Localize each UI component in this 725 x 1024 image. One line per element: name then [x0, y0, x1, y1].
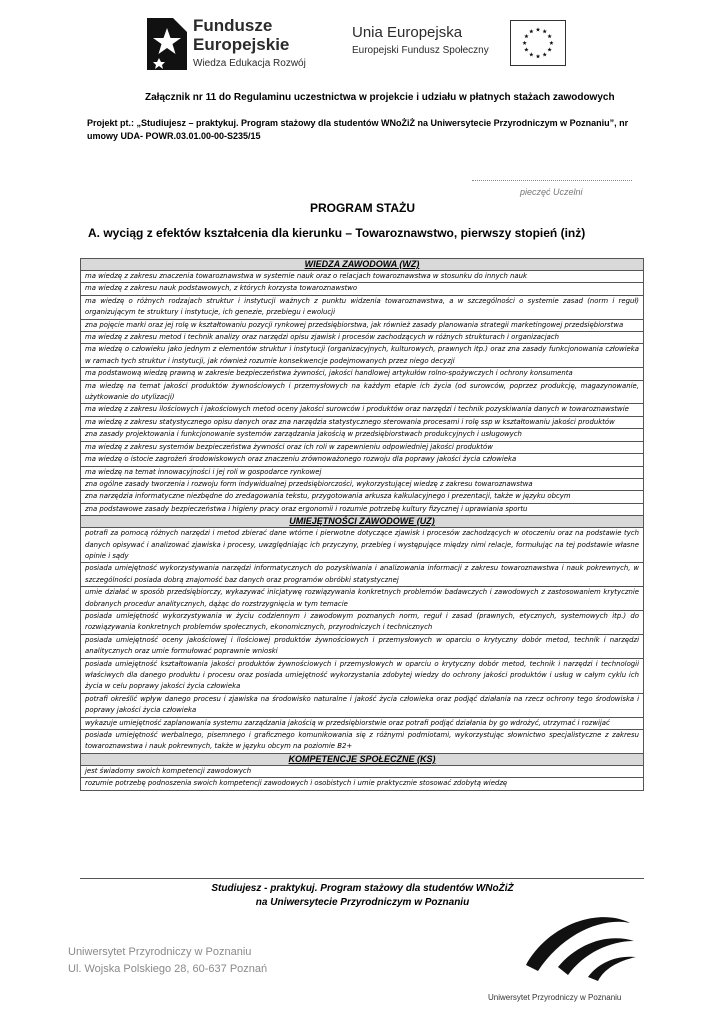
eu-star-icon — [547, 34, 551, 38]
outcome-text: ma wiedzę o istocie zagrożeń środowiskowych oraz znaczeniu zrównoważonego rozwoju dla poprawy jakości życia człowieka — [81, 454, 644, 466]
outcome-text: ma wiedzę z zakresu nauk podstawowych, z których korzysta towaroznawstwo — [81, 283, 644, 295]
outcome-text: zna zasady projektowania i funkcjonowanie systemów zarządzania jakością w przedsiębiorstwach produkcyjnych i usługowych — [81, 429, 644, 441]
outcome-text: posiada umiejętność oceny jakościowej i ilościowej produktów żywnościowych i przemysłowych w oparciu o krytyczny dobór metod, technik i narzędzi analitycznych oraz umie formułować poprawnie wnioski — [81, 634, 644, 658]
university-address — [68, 944, 267, 978]
outcome-text: ma wiedzę z zakresu metod i technik analizy oraz narzędzi opisu zjawisk i procesów zachodzących w różnych strukturach i organizacjach — [81, 332, 644, 344]
table-row — [81, 778, 644, 790]
project-info: Projekt pt.: „Studiujesz – praktykuj. Program stażowy dla studentów WNoŻiŻ na Uniwersytecie Przyrodniczym w Poznaniu”, nr umowy UDA- POWR.03.01.00-00-S235/15 — [87, 118, 629, 141]
table-row — [81, 717, 644, 729]
up-logo-label: Uniwersytet Przyrodniczy w Poznaniu — [488, 993, 622, 1002]
ue-logo-line1: Unia Europejska — [352, 24, 463, 41]
eu-star-icon — [536, 54, 540, 58]
table-row — [81, 454, 644, 466]
table-row — [81, 441, 644, 453]
outcome-text: wykazuje umiejętność zaplanowania systemu zarządzania jakością w przedsiębiorstwie oraz potrafi podjąć działania by go wdrożyć, utrzymać i rozwijać — [81, 717, 644, 729]
outcome-text: ma wiedzę z zakresu statystycznego opisu danych oraz zna narzędzia statystycznego sterowania procesami i rolę ssp w kształtowaniu jakości produktów — [81, 416, 644, 428]
eu-star-icon — [547, 47, 551, 51]
section-title: KOMPETENCJE SPOŁECZNE (KS) — [81, 753, 644, 765]
program-title: PROGRAM STAŻU — [309, 201, 416, 215]
outcome-text: ma podstawową wiedzę prawną w zakresie bezpieczeństwa żywności, jakości handlowej artykułów rolno-spożywczych i ochrony konsumenta — [81, 368, 644, 380]
stamp-line — [472, 180, 632, 181]
eu-star-icon — [536, 27, 540, 31]
eu-flag-icon — [510, 20, 566, 66]
outcome-text: zna ogólne zasady tworzenia i rozwoju form indywidualnej przedsiębiorczości, wykorzystującej wiedzę z zakresu towaroznawstwa — [81, 478, 644, 490]
section-header-row — [81, 259, 644, 271]
outcome-text: zna pojęcie marki oraz jej rolę w kształtowaniu pozycji rynkowej przedsiębiorstwa, jak również zasady planowania strategii marketingowej przedsiębiorstwa — [81, 319, 644, 331]
outcome-text: posiada umiejętność wykorzystywania w życiu codziennym i zawodowym poznanych norm, reguł i zasad (prawnych, etycznych, systemowych itp.) do rozwiązywania konkretnych problemów społecznych, ekonomicznych, przyrodniczych i technicznych — [81, 610, 644, 634]
outcome-text: ma wiedzę o różnych rodzajach struktur i instytucji ważnych z punktu widzenia towaroznawstwa, a w szczególności o systemie zasad (norm i reguł) organizującym te struktury i instytucje, ich genezie, przebiegu i ewolucji — [81, 295, 644, 319]
footer-line2: na Uniwersytecie Przyrodniczym w Poznaniu — [255, 897, 470, 908]
outcome-text: posiada umiejętność wykorzystywania narzędzi informatycznych do pozyskiwania i analizowania informacji z zakresu towaroznawstwa i nauk pokrewnych, w szczególności posiada dobrą znajomość baz danych oraz programów obróbki statystycznej — [81, 563, 644, 587]
table-row — [81, 283, 644, 295]
outcome-text: ma wiedzę z zakresu znaczenia towaroznawstwa w systemie nauk oraz o relacjach towaroznawstwa w stosunku do innych nauk — [81, 271, 644, 283]
eu-star-icon — [543, 52, 547, 56]
outcome-text: ma wiedzę z zakresu systemów bezpieczeństwa żywności oraz ich roli w zapewnieniu odpowiedniej jakości produktów — [81, 441, 644, 453]
outcome-text: ma wiedzę na temat jakości produktów żywnościowych i przemysłowych na każdym etapie ich życia (od surowców, poprzez produkcję, magazynowanie, użytkowanie do utylizacji) — [81, 380, 644, 404]
footer-rule — [80, 878, 644, 879]
table-row — [81, 271, 644, 283]
table-row — [81, 344, 644, 368]
outcome-text: ma wiedzę o człowieku jako jednym z elementów struktur i instytucji (organizacyjnych, kulturowych, prawnych itp.) oraz zna zasady funkcjonowania człowieka w ramach tych struktur i instytucji, jak również rozumie konsekwencje podejmowanych przez niego decyzji — [81, 344, 644, 368]
eu-star-icon — [529, 52, 533, 56]
table-row — [81, 563, 644, 587]
section-title: WIEDZA ZAWODOWA (WZ) — [81, 259, 644, 271]
outcome-text: posiada umiejętność kształtowania jakości produktów żywnościowych i przemysłowych w oparciu o krytyczny dobór metod, technik i narzędzi i technologii właściwych dla danego produktu i procesu oraz posiada umiejętność wykorzystania zdobytej wiedzy do ochrony jakości produktów i usług w całym cyklu ich życia w celu poprawy jakości życia człowieka — [81, 658, 644, 693]
stamp-label: pieczęć Uczelni — [520, 187, 583, 197]
eu-star-icon — [529, 29, 533, 33]
table-row — [81, 634, 644, 658]
section-header-row — [81, 516, 644, 528]
up-logo — [488, 905, 638, 1017]
section-title: UMIEJĘTNOŚCI ZAWODOWE (UZ) — [81, 516, 644, 528]
fe-logo-tagline: Wiedza Edukacja Rozwój — [193, 58, 306, 69]
annex-heading: Załącznik nr 11 do Regulaminu uczestnictwa w projekcie i udziału w płatnych stażach zawodowych — [145, 92, 615, 103]
fe-logo-line1: Fundusze — [193, 16, 273, 35]
table-row — [81, 528, 644, 563]
outcome-text: posiada umiejętność werbalnego, pisemnego i graficznego komunikowania się z różnymi podmiotami, wykorzystując słownictwo specjalistyczne z zakresu towaroznawstwa i nauk pokrewnych, także w języku obcym na poziomie B2+ — [81, 730, 644, 754]
table-row — [81, 658, 644, 693]
eu-star-icon — [522, 41, 526, 45]
learning-outcomes-table — [80, 258, 644, 791]
outcome-text: rozumie potrzebę podnoszenia swoich kompetencji zawodowych i osobistych i umie praktycznie stosować zdobytą wiedzę — [81, 778, 644, 790]
table-row — [81, 478, 644, 490]
outcome-text: potrafi za pomocą różnych narzędzi i metod zbierać dane wtórne i pierwotne dotyczące zjawisk i procesów zachodzących w otoczeniu oraz na podstawie tych danych opisywać i analizować zjawiska i procesy, uwzględniając ich przyczyny, przebieg i występujące między nimi relacje, formułując na tej podstawie własne opinie i sądy — [81, 528, 644, 563]
table-row — [81, 610, 644, 634]
subtitle: A. wyciąg z efektów kształcenia dla kierunku – Towaroznawstwo, pierwszy stopień (inż) — [88, 226, 586, 240]
outcome-text: jest świadomy swoich kompetencji zawodowych — [81, 765, 644, 777]
section-header-row — [81, 753, 644, 765]
eu-star-icon — [549, 41, 553, 45]
table-row — [81, 466, 644, 478]
table-row — [81, 416, 644, 428]
table-row — [81, 765, 644, 777]
table-row — [81, 587, 644, 611]
table-row — [81, 429, 644, 441]
table-row — [81, 491, 644, 503]
table-row — [81, 295, 644, 319]
unia-europejska-logo — [352, 20, 582, 70]
fundusze-europejskie-logo — [145, 14, 315, 74]
ue-logo-line2: Europejski Fundusz Społeczny — [352, 45, 489, 56]
outcome-text: zna narzędzia informatyczne niezbędne do zredagowania tekstu, przygotowania arkusza kalkulacyjnego i prezentacji, także w języku obcym — [81, 491, 644, 503]
eu-star-icon — [524, 47, 528, 51]
up-swoosh-icon — [518, 905, 638, 985]
table-row — [81, 332, 644, 344]
table-row — [81, 693, 644, 717]
table-row — [81, 730, 644, 754]
outcome-text: umie działać w sposób przedsiębiorczy, wykazywać inicjatywę rozwiązywania konkretnych problemów badawczych i zawodowych z zastosowaniem krytycznie dobranych procedur analitycznych, dążąc do rozstrzygnięcia w tym temacie — [81, 587, 644, 611]
table-row — [81, 319, 644, 331]
outcome-text: ma wiedzę z zakresu ilościowych i jakościowych metod oceny jakości surowców i produktów oraz narzędzi i technik pozyskiwania danych w towaroznawstwie — [81, 404, 644, 416]
table-row — [81, 380, 644, 404]
footer-line1: Studiujesz - praktykuj. Program stażowy dla studentów WNoŻiŻ — [211, 883, 514, 894]
fe-logo-line2: Europejskie — [193, 35, 290, 54]
outcome-text: ma wiedzę na temat innowacyjności i jej roli w gospodarce rynkowej — [81, 466, 644, 478]
university-street: Ul. Wojska Polskiego 28, 60-637 Poznań — [68, 963, 268, 975]
eu-star-icon — [524, 34, 528, 38]
outcome-text: zna podstawowe zasady bezpieczeństwa i higieny pracy oraz ergonomii i rozumie potrzebę kultury fizycznej i uprawiania sportu — [81, 503, 644, 515]
table-row — [81, 368, 644, 380]
eu-star-icon — [543, 29, 547, 33]
star-icon — [145, 14, 189, 72]
table-row — [81, 404, 644, 416]
table-row — [81, 503, 644, 515]
university-name: Uniwersytet Przyrodniczy w Poznaniu — [68, 946, 252, 958]
outcome-text: potrafi określić wpływ danego procesu i zjawiska na środowisko naturalne i jakość życia człowieka oraz podjąć działania na rzecz ochrony tego środowiska i poprawy jakości życia człowieka — [81, 693, 644, 717]
